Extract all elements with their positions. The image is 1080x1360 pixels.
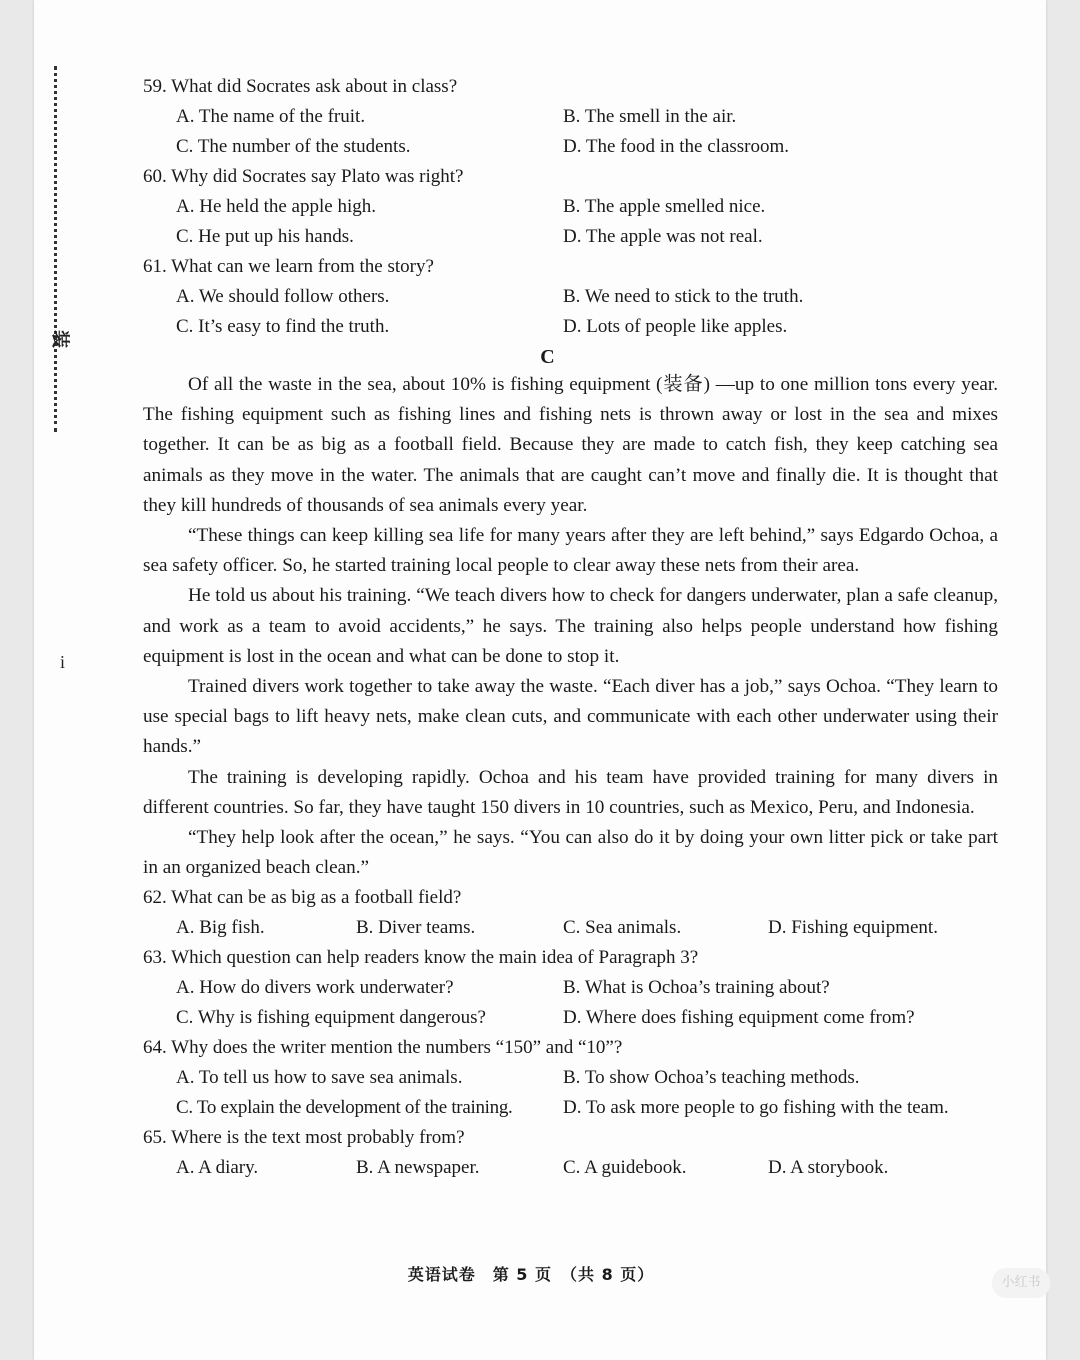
section-heading: C: [540, 346, 555, 368]
options-row: [143, 132, 998, 162]
option-a: A. A diary.: [176, 1157, 259, 1179]
options-row: [143, 1153, 998, 1183]
option-d: D. A storybook.: [768, 1157, 889, 1179]
page-footer: 英语试卷 第 5 页 （共 8 页）: [407, 1265, 655, 1284]
option-d: D. Lots of people like apples.: [563, 316, 788, 337]
passage-paragraph-4: Trained divers work together to take away the waste. “Each diver has a job,” says Ochoa. “They learn to use special bags to lift heavy nets, make clean cuts, and communicate with each other underwater using their hands.”: [143, 676, 998, 758]
option-d: D. To ask more people to go fishing with the team.: [563, 1097, 949, 1119]
option-d: D. The food in the classroom.: [563, 136, 790, 157]
question-61: 61. What can we learn from the story?: [143, 256, 434, 277]
option-a: A. To tell us how to save sea animals.: [176, 1067, 463, 1089]
option-b: B. A newspaper.: [356, 1157, 480, 1179]
option-d: D. The apple was not real.: [563, 226, 763, 247]
option-b: B. What is Ochoa’s training about?: [563, 977, 830, 999]
options-row: [143, 312, 998, 342]
options-row: [143, 1003, 998, 1033]
option-b: B. The apple smelled nice.: [563, 196, 766, 217]
option-c: C. A guidebook.: [563, 1157, 687, 1179]
options-row: [143, 222, 998, 252]
option-b: B. Diver teams.: [356, 917, 476, 939]
option-c: C. To explain the development of the training.: [176, 1097, 513, 1119]
option-a: A. Big fish.: [176, 917, 265, 939]
side-mark: i: [60, 652, 66, 672]
options-row: [143, 973, 998, 1003]
question-63: 63. Which question can help readers know the main idea of Paragraph 3?: [143, 947, 699, 969]
passage-paragraph-3: He told us about his training. “We teach divers how to check for dangers underwater, plan a safe cleanup, and work as a team to avoid accidents,” he says. The training also helps people understand how fishing equipment is lost in the ocean and what can be done to stop it.: [143, 585, 998, 667]
option-c: C. He put up his hands.: [176, 226, 354, 247]
option-c: C. It’s easy to find the truth.: [176, 316, 390, 337]
options-row: [143, 913, 998, 943]
option-a: A. We should follow others.: [176, 286, 390, 307]
passage-paragraph-5: The training is developing rapidly. Ochoa and his team have provided training for many divers in different countries. So far, they have taught 150 divers in 10 countries, such as Mexico, Peru, and Indonesia.: [143, 766, 998, 818]
binding-mark: 装: [50, 330, 70, 348]
passage-paragraph-1: Of all the waste in the sea, about 10% is fishing equipment (装备) —up to one million tons every year. The fishing equipment such as fishing lines and fishing nets is thrown away or lost in the sea and mixes together. It can be as big as a football field. Because they are made to catch fish, they keep catching sea animals as they move in the water. The animals that are caught can’t move and finally die. It is thought that they kill hundreds of thousands of sea animals every year.: [143, 374, 998, 516]
question-64: 64. Why does the writer mention the numbers “150” and “10”?: [143, 1037, 623, 1059]
option-d: D. Fishing equipment.: [768, 917, 938, 939]
options-row: [143, 1093, 998, 1123]
options-row: [143, 192, 998, 222]
option-b: B. The smell in the air.: [563, 106, 737, 127]
passage-paragraph-2: “These things can keep killing sea life for many years after they are left behind,” says Edgardo Ochoa, a sea safety officer. So, he started training local people to clear away these nets from their area.: [143, 525, 998, 577]
option-a: A. How do divers work underwater?: [176, 977, 454, 999]
option-c: C. Sea animals.: [563, 917, 682, 939]
option-d: D. Where does fishing equipment come from?: [563, 1007, 915, 1029]
option-a: A. The name of the fruit.: [176, 106, 366, 127]
binding-line: [54, 66, 63, 432]
option-a: A. He held the apple high.: [176, 196, 376, 217]
question-65: 65. Where is the text most probably from?: [143, 1127, 465, 1149]
option-c: C. The number of the students.: [176, 136, 411, 157]
question-59: 59. What did Socrates ask about in class?: [143, 76, 458, 97]
exam-content: [143, 72, 998, 1183]
options-row: [143, 282, 998, 312]
option-b: B. To show Ochoa’s teaching methods.: [563, 1067, 860, 1089]
options-row: [143, 102, 998, 132]
question-62: 62. What can be as big as a football field?: [143, 887, 462, 909]
option-b: B. We need to stick to the truth.: [563, 286, 804, 307]
options-row: [143, 1063, 998, 1093]
option-c: C. Why is fishing equipment dangerous?: [176, 1007, 486, 1029]
passage-paragraph-6: “They help look after the ocean,” he says. “You can also do it by doing your own litter pick or take part in an organized beach clean.”: [143, 827, 998, 879]
watermark: 小红书: [992, 1268, 1050, 1298]
question-60: 60. Why did Socrates say Plato was right?: [143, 166, 464, 187]
